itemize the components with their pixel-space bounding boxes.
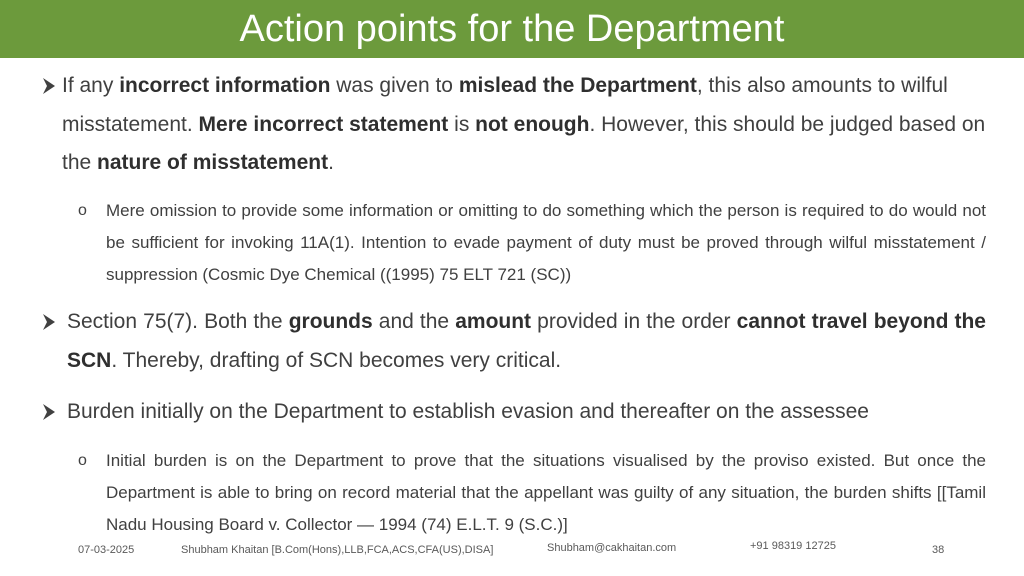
bullet-1-text: . However, this should be judged based on the — [62, 112, 986, 174]
footer-date: 07-03-2025 — [78, 544, 135, 556]
sub-bullet-2-text: Initial burden is on the Department to prove that the situations visualised by the proviso existed. But once the Department is able to bring on record material that the appellant was guilty of any situation, the burden shifts [[Tamil Nadu Housing Board v. Collector — 1994 (74) E.L.T. 9 (S.C.)] — [106, 451, 986, 534]
bullet-2 — [67, 303, 986, 380]
bullet-1-text: If any — [62, 74, 120, 97]
bullet-2-text: . Thereby, drafting of SCN becomes very critical. — [111, 348, 562, 372]
bullet-2-bold: grounds — [288, 310, 373, 333]
bullet-1-text: , this also amounts to wilful misstatement. — [62, 74, 948, 136]
sub-bullet-1 — [78, 195, 986, 291]
bullet-2-bold: amount — [455, 310, 532, 333]
bullet-3-text: Burden initially on the Department to establish evasion and thereafter on the assessee — [67, 400, 869, 423]
bullet-2-text: Section 75(7). Both the — [67, 310, 289, 333]
bullet-1 — [62, 67, 986, 183]
title-bar — [0, 0, 1024, 58]
footer-email: Shubham@cakhaitan.com — [547, 542, 677, 554]
bullet-1-bold: nature of misstatement — [97, 151, 329, 174]
bullet-1-bold: not enough — [475, 112, 590, 136]
footer-page-number: 38 — [932, 544, 945, 556]
bullet-1-bold: mislead the Department — [458, 74, 697, 97]
circle-bullet-icon: o — [78, 202, 87, 219]
bullet-3 — [67, 393, 986, 432]
bullet-1-text: was given to — [330, 74, 459, 97]
bullet-1-bold: Mere incorrect statement — [198, 112, 449, 136]
arrow-bullet-icon — [40, 393, 60, 431]
bullet-2-text: provided in the order — [531, 310, 737, 333]
slide-title: Action points for the Department — [239, 8, 785, 50]
bullet-1-text: is — [448, 112, 476, 136]
bullet-1-text: . — [328, 151, 334, 174]
footer-author: Shubham Khaitan [B.Com(Hons),LLB,FCA,ACS,CFA(US),DISA] — [181, 544, 494, 556]
footer-phone: +91 98319 12725 — [750, 540, 836, 552]
bullet-2-bold: cannot travel beyond the SCN — [67, 310, 986, 372]
bullet-2-text: and the — [372, 310, 456, 333]
sub-bullet-1-text: Mere omission to provide some information or omitting to do something which the person is required to do would not be sufficient for invoking 11A(1). Intention to evade payment of duty must be proved through wilful misstatement / suppression (Cosmic Dye Chemical ((1995) 75 ELT 721 (SC)) — [106, 201, 986, 284]
sub-bullet-2 — [78, 445, 986, 541]
circle-bullet-icon: o — [78, 452, 87, 469]
bullet-1-bold: incorrect information — [119, 74, 331, 97]
arrow-bullet-icon — [40, 67, 60, 105]
arrow-bullet-icon — [40, 303, 60, 341]
